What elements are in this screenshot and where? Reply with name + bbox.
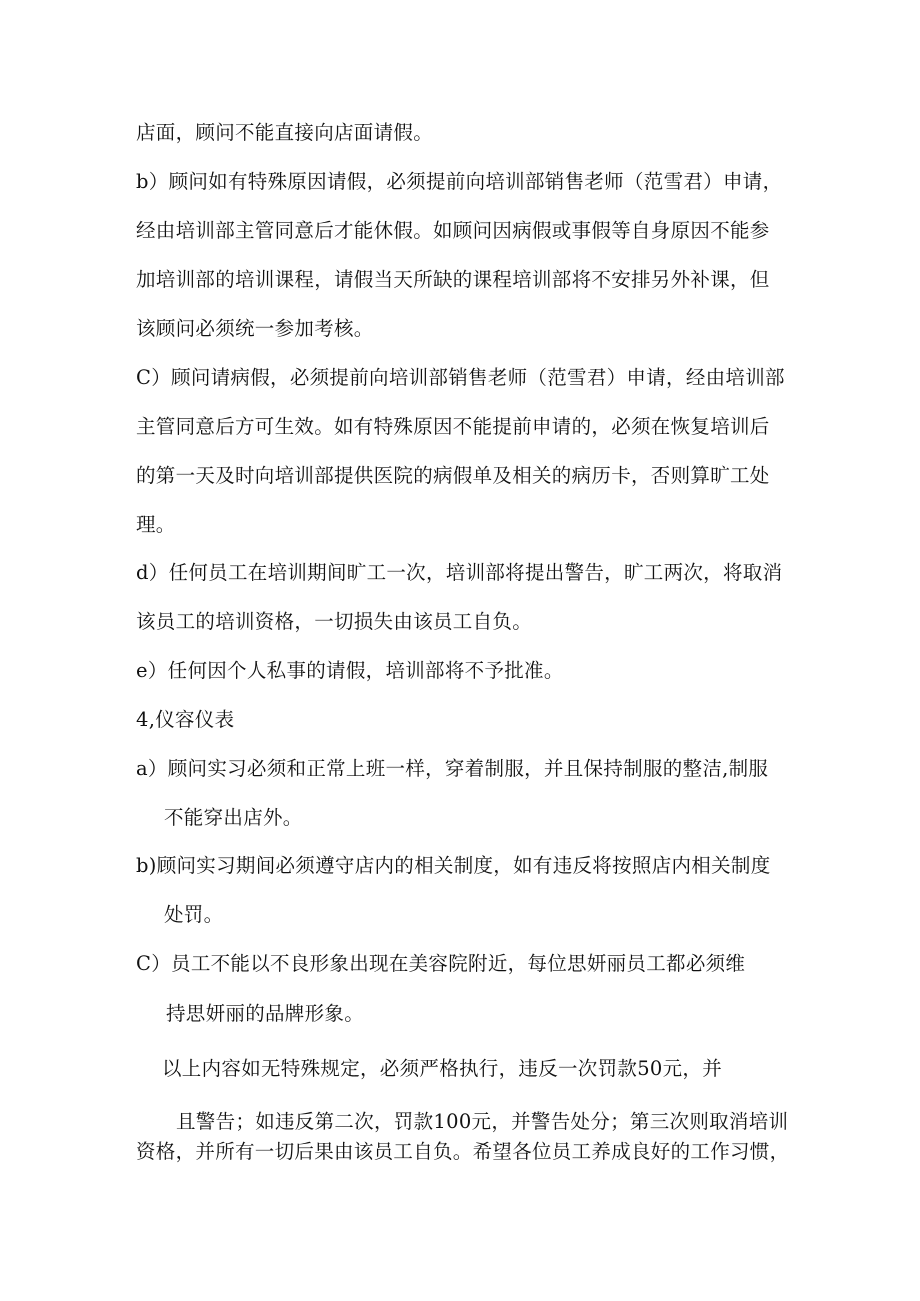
text-line: 主管同意后方可生效。如有特殊原因不能提前申请的，必须在恢复培训后 [136, 415, 770, 438]
text-line: e）任何因个人私事的请假，培训部将不予批准。 [136, 659, 564, 682]
text-line: 不能穿出店外。 [164, 806, 303, 829]
text-line: 该顾问必须统一参加考核。 [136, 317, 374, 340]
text-line: 加培训部的培训课程，请假当天所缺的课程培训部将不安排另外补课，但 [136, 268, 770, 291]
text-line: a）顾问实习必须和正常上班一样，穿着制服，并且保持制服的整洁,制服 [136, 757, 769, 780]
text-line: b)顾问实习期间必须遵守店内的相关制度，如有违反将按照店内相关制度 [136, 854, 771, 877]
text-line: 该员工的培训资格，一切损失由该员工自负。 [136, 610, 533, 633]
text-line: b）顾问如有特殊原因请假，必须提前向培训部销售老师（范雪君）申请， [136, 170, 783, 193]
text-line: 资格，并所有一切后果由该员工自负。希望各位员工养成良好的工作习惯， [136, 1140, 790, 1163]
text-line: C）员工不能以不良形象出现在美容院附近，每位思妍丽员工都必须维 [136, 952, 746, 975]
text-line: 的第一天及时向培训部提供医院的病假单及相关的病历卡，否则算旷工处 [136, 464, 770, 487]
text-line: C）顾问请病假，必须提前向培训部销售老师（范雪君）申请，经由培训部 [136, 366, 785, 389]
text-line: 店面，顾问不能直接向店面请假。 [136, 121, 434, 144]
section-heading: 4,仪容仪表 [136, 708, 235, 731]
text-line: 且警告；如违反第二次，罚款100元，并警告处分；第三次则取消培训 [176, 1110, 789, 1133]
text-line: 持思妍丽的品牌形象。 [166, 1002, 365, 1025]
text-line: d）任何员工在培训期间旷工一次，培训部将提出警告，旷工两次，将取消 [136, 561, 783, 584]
text-line: 处罚。 [164, 903, 224, 926]
text-line: 理。 [136, 513, 176, 536]
text-line: 经由培训部主管同意后才能休假。如顾问因病假或事假等自身原因不能参 [136, 219, 770, 242]
text-line: 以上内容如无特殊规定，必须严格执行，违反一次罚款50元，并 [162, 1057, 723, 1080]
